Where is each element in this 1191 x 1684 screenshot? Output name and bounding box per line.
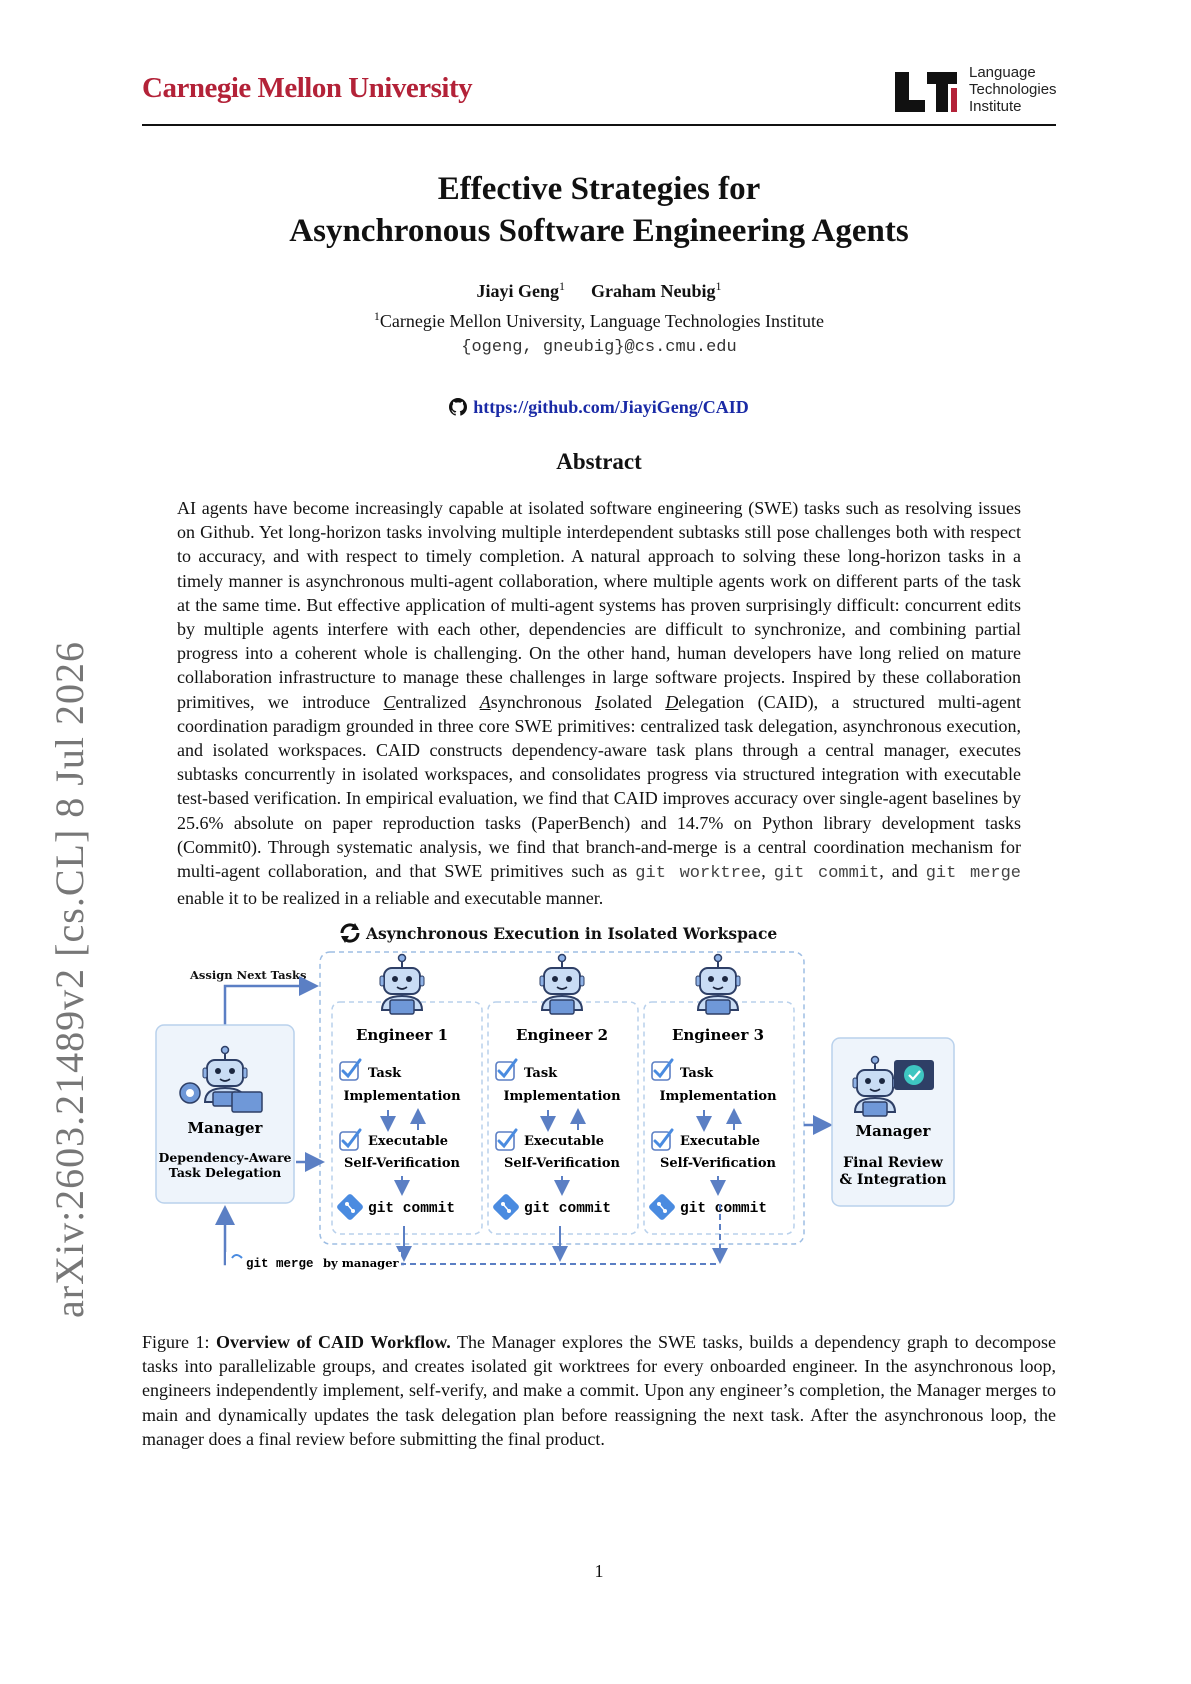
svg-text:git commit: git commit xyxy=(524,1201,612,1217)
github-link[interactable]: https://github.com/JiayiGeng/CAID xyxy=(142,397,1056,418)
abstract-body: AI agents have become increasingly capable at isolated software engineering (SWE) tasks such as resolving issues on Github. Yet long-horizon tasks involving multiple interdependent subtasks still pose challenges both with respect to accuracy, and with respect to timely completion. A natural approach to solving these long-horizon tasks in a timely manner is asynchronous multi-agent collaboration, where multiple agents work on different parts of the task at the same time. But effective application of multi-agent systems has proven surprisingly difficult: concurrent edits by multiple agents interfere with each other, dependencies are difficult to synchronize, and combining partial progress into a coherent whole is challenging. On the other hand, human developers have long relied on mature collaboration infrastructure to manage these challenges in large software projects. Inspired by these collaboration primitives, we introduce Centralized Asynchronous Isolated Delegation (CAID), a structured multi-agent coordination paradigm grounded in three core SWE primitives: centralized task delegation, asynchronous execution, and isolated workspaces. CAID constructs dependency-aware task plans through a central manager, executes subtasks concurrently in isolated workspaces, and consolidates progress via structured integration with executable test-based verification. In empirical evaluation, we find that CAID improves accuracy over single-agent baselines by 25.6% absolute on paper reproduction tasks (PaperBench) and 14.7% on Python library development tasks (Commit0). Through systematic analysis, we find that branch-and-merge is a central coordination mechanism for multi-agent collaboration, and that SWE primitives such as git worktree, git commit, and git merge enable it to be realized in a reliable and executable manner. xyxy=(177,498,1022,909)
svg-text:Self-Verification: Self-Verification xyxy=(504,1156,620,1171)
assign-next-tasks-label: Assign Next Tasks xyxy=(190,968,307,982)
caid-workflow-figure xyxy=(158,924,1040,1300)
svg-text:Manager: Manager xyxy=(187,1119,263,1137)
cmu-wordmark: Carnegie Mellon University xyxy=(142,72,473,104)
lti-logo-icon xyxy=(893,66,959,114)
svg-text:Engineer 3: Engineer 3 xyxy=(671,1026,765,1044)
engineer-1-column xyxy=(332,955,482,1235)
page-number: 1 xyxy=(594,1561,604,1581)
svg-text:git commit: git commit xyxy=(368,1201,456,1217)
figure-top-title: Asynchronous Execution in Isolated Workspace xyxy=(366,924,778,943)
author-name: Graham Neubig xyxy=(591,281,716,301)
arxiv-identifier: arXiv:2603.21489v2 [cs.CL] 8 Jul 2026 xyxy=(47,641,92,1318)
svg-text:Dependency-Aware: Dependency-Aware xyxy=(158,1150,292,1165)
svg-text:Implementation: Implementation xyxy=(343,1089,461,1104)
author-name: Jiayi Geng xyxy=(476,281,559,301)
lti-wordmark: Language Technologies Institute xyxy=(969,64,1057,115)
svg-text:Implementation: Implementation xyxy=(659,1089,777,1104)
svg-text:Task: Task xyxy=(368,1066,402,1081)
engineer-3-column xyxy=(644,955,794,1235)
github-icon xyxy=(449,398,467,416)
svg-text:Final Review: Final Review xyxy=(843,1155,943,1171)
svg-text:Task: Task xyxy=(680,1066,714,1081)
figure-caption: Figure 1: Overview of CAID Workflow. The Manager explores the SWE tasks, builds a dependency graph to decompose tasks into parallelizable groups, and creates isolated git worktrees for every onboarded engineer. In the asynchronous loop, engineers independently implement, self-verify, and make a commit. Upon any engineer’s completion, the Manager merges to main and dynamically updates the task delegation plan before reassigning the next task. After the asynchronous loop, the manager does a final review before submitting the final product. xyxy=(142,1332,1056,1449)
refresh-icon xyxy=(341,923,359,943)
svg-text:Engineer 2: Engineer 2 xyxy=(515,1026,609,1044)
author-emails: {ogeng, gneubig}@cs.cmu.edu xyxy=(461,338,737,357)
svg-text:by manager: by manager xyxy=(323,1256,399,1270)
affiliation: $^1$Carnegie Mellon University, Language Technologies Institute xyxy=(373,309,825,331)
svg-text:Executable: Executable xyxy=(524,1134,605,1149)
svg-text:& Integration: & Integration xyxy=(839,1172,947,1188)
svg-text:Engineer 1: Engineer 1 xyxy=(355,1026,449,1044)
manager-right-box xyxy=(832,1038,954,1206)
svg-text:Task Delegation: Task Delegation xyxy=(168,1165,282,1180)
svg-text:Executable: Executable xyxy=(368,1134,449,1149)
author-list: Jiayi Geng$^1$ Graham Neubig$^1$ xyxy=(476,279,722,301)
svg-text:Task: Task xyxy=(524,1066,558,1081)
header-rule xyxy=(142,124,1056,126)
svg-text:Self-Verification: Self-Verification xyxy=(344,1156,460,1171)
paper-title: Effective Strategies for Asynchronous Software Engineering Agents xyxy=(289,171,909,249)
abstract-heading: Abstract xyxy=(556,449,642,474)
svg-text:Executable: Executable xyxy=(680,1134,761,1149)
manager-left-box xyxy=(156,1025,294,1203)
svg-text:git merge: git merge xyxy=(246,1257,314,1271)
engineer-2-column xyxy=(488,955,638,1235)
svg-text:Self-Verification: Self-Verification xyxy=(660,1156,776,1171)
svg-text:Manager: Manager xyxy=(855,1122,931,1140)
svg-text:Implementation: Implementation xyxy=(503,1089,621,1104)
svg-text:git commit: git commit xyxy=(680,1201,768,1217)
